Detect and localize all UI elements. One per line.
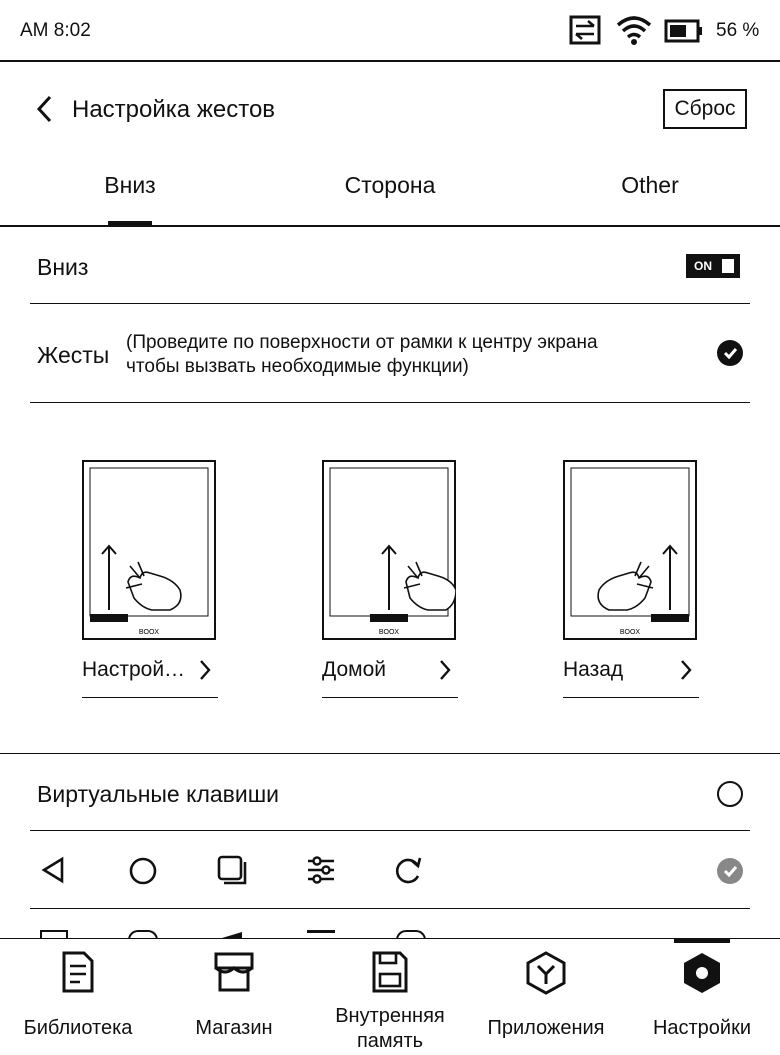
underline [322, 697, 458, 698]
gesture-zone-right[interactable] [563, 460, 697, 681]
wifi-icon [615, 14, 653, 46]
nav-store[interactable] [156, 948, 312, 1054]
tab-bottom[interactable]: Вниз [104, 172, 156, 198]
ereader-illustration [563, 460, 697, 640]
gestures-label: Жесты [37, 342, 110, 368]
ereader-illustration [322, 460, 456, 640]
storage-icon [370, 950, 410, 994]
store-icon [212, 950, 256, 994]
bottom-toggle[interactable] [686, 254, 740, 278]
divider [0, 753, 780, 754]
virtual-keys-label: Виртуальные клавиши [37, 781, 280, 807]
gesture-action-label: Домой [322, 658, 386, 681]
partial-row-icon [307, 930, 335, 933]
home-circle-icon [128, 856, 158, 886]
gestures-check-icon[interactable] [717, 340, 743, 366]
gesture-action-select[interactable] [322, 658, 456, 682]
device-brand: BOOX [138, 629, 160, 636]
device-brand: BOOX [378, 629, 400, 636]
back-arrow-icon[interactable] [34, 94, 56, 124]
chevron-right-icon [438, 658, 452, 682]
virtual-keys-option-check-icon [717, 858, 743, 884]
status-bar [0, 0, 780, 62]
virtual-keys-radio[interactable] [717, 781, 743, 807]
divider [30, 402, 750, 403]
back-triangle-icon [40, 856, 66, 884]
device-brand: BOOX [619, 629, 641, 636]
chevron-right-icon [198, 658, 212, 682]
nav-active-indicator [674, 938, 730, 943]
gesture-action-label: Назад [563, 658, 624, 681]
chevron-right-icon [679, 658, 693, 682]
tab-side[interactable]: Сторона [344, 172, 436, 198]
nav-label: Библиотека [23, 1017, 133, 1039]
reset-button[interactable]: Сброс [663, 89, 747, 129]
sliders-icon [305, 854, 337, 886]
gesture-action-label: Настрой… [82, 658, 186, 681]
nav-storage[interactable] [312, 948, 468, 1054]
divider [30, 908, 750, 909]
transfer-icon [568, 14, 602, 46]
bottom-section-label: Вниз [37, 254, 89, 280]
divider [30, 830, 750, 831]
toggle-knob [722, 259, 734, 273]
underline [82, 697, 218, 698]
tabs-divider [0, 225, 780, 227]
gestures-description-line1: (Проведите по поверхности от рамки к центру экрана [126, 332, 598, 353]
book-icon [60, 950, 96, 994]
divider [30, 303, 750, 304]
recent-apps-icon [216, 854, 248, 886]
status-time: AM 8:02 [20, 20, 91, 41]
nav-settings[interactable] [624, 948, 780, 1054]
underline [563, 697, 699, 698]
nav-label: Настройки [652, 1017, 752, 1039]
page-title: Настройка жестов [72, 96, 276, 123]
gesture-zone-center[interactable] [322, 460, 456, 681]
refresh-icon [392, 854, 424, 886]
settings-icon [680, 950, 724, 996]
nav-label: Внутренняя память [335, 1005, 445, 1052]
gesture-action-select[interactable] [82, 658, 216, 682]
nav-apps[interactable] [468, 948, 624, 1054]
gestures-description-line2: чтобы вызвать необходимые функции) [126, 356, 469, 377]
gesture-zone-left[interactable] [82, 460, 216, 681]
tab-other[interactable]: Other [621, 172, 679, 198]
battery-icon [664, 19, 704, 43]
nav-library[interactable] [0, 948, 156, 1054]
nav-label: Магазин [195, 1017, 273, 1039]
virtual-keys-option-row[interactable] [0, 848, 780, 892]
nav-label: Приложения [487, 1017, 605, 1039]
ereader-illustration [82, 460, 216, 640]
toggle-label: ON [694, 259, 712, 273]
gestures-description [126, 331, 598, 379]
gesture-action-select[interactable] [563, 658, 697, 682]
apps-icon [524, 950, 568, 996]
battery-percent: 56 % [716, 20, 760, 41]
